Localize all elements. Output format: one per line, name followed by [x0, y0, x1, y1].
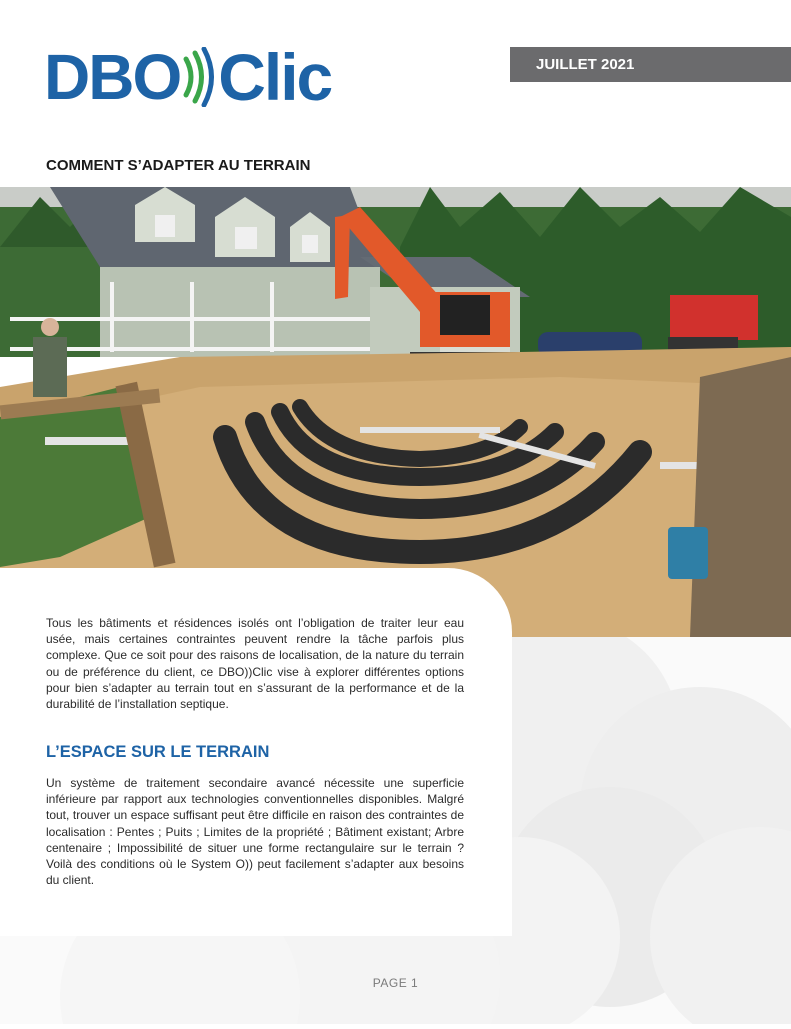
page-number: PAGE 1	[372, 976, 419, 990]
dboclic-logo	[44, 40, 332, 114]
intro-paragraph: Tous les bâtiments et résidences isolés ont l’obligation de traiter leur eau usée, mais certaines contraintes peuvent rendre la tâche parfois plus complexe. Que ce soit pour des raisons de localisation, de la nature du terrain ou de préférence du client, ce DBO))Clic vise à explorer différentes options pour bien s’adapter au terrain tout en s’assurant de la performance et de la durabilité de l’installation septique.	[46, 616, 464, 712]
section-title: COMMENT S’ADAPTER AU TERRAIN	[46, 157, 311, 174]
logo-text-dbo: DBO	[44, 41, 181, 113]
issue-date-banner: JUILLET 2021	[510, 47, 791, 82]
subsection-heading: L’ESPACE SUR LE TERRAIN	[46, 743, 270, 761]
logo-text-clic: Clic	[218, 40, 332, 114]
logo-waves-icon	[182, 47, 216, 107]
subsection-paragraph: Un système de traitement secondaire avancé nécessite une superficie inférieure par rapport aux technologies conventionnelles disponibles. Malgré tout, trouver un espace suffisant peut être difficile en raison des contraintes de localisation : Pentes ; Puits ; Limites de la propriété ; Bâtiment existant; Arbre centenaire ; Impossibilité de situer une forme rectangulaire sur le terrain ? Voilà des conditions où le System O)) peut facilement s’adapter aux besoins du client.	[46, 776, 464, 888]
